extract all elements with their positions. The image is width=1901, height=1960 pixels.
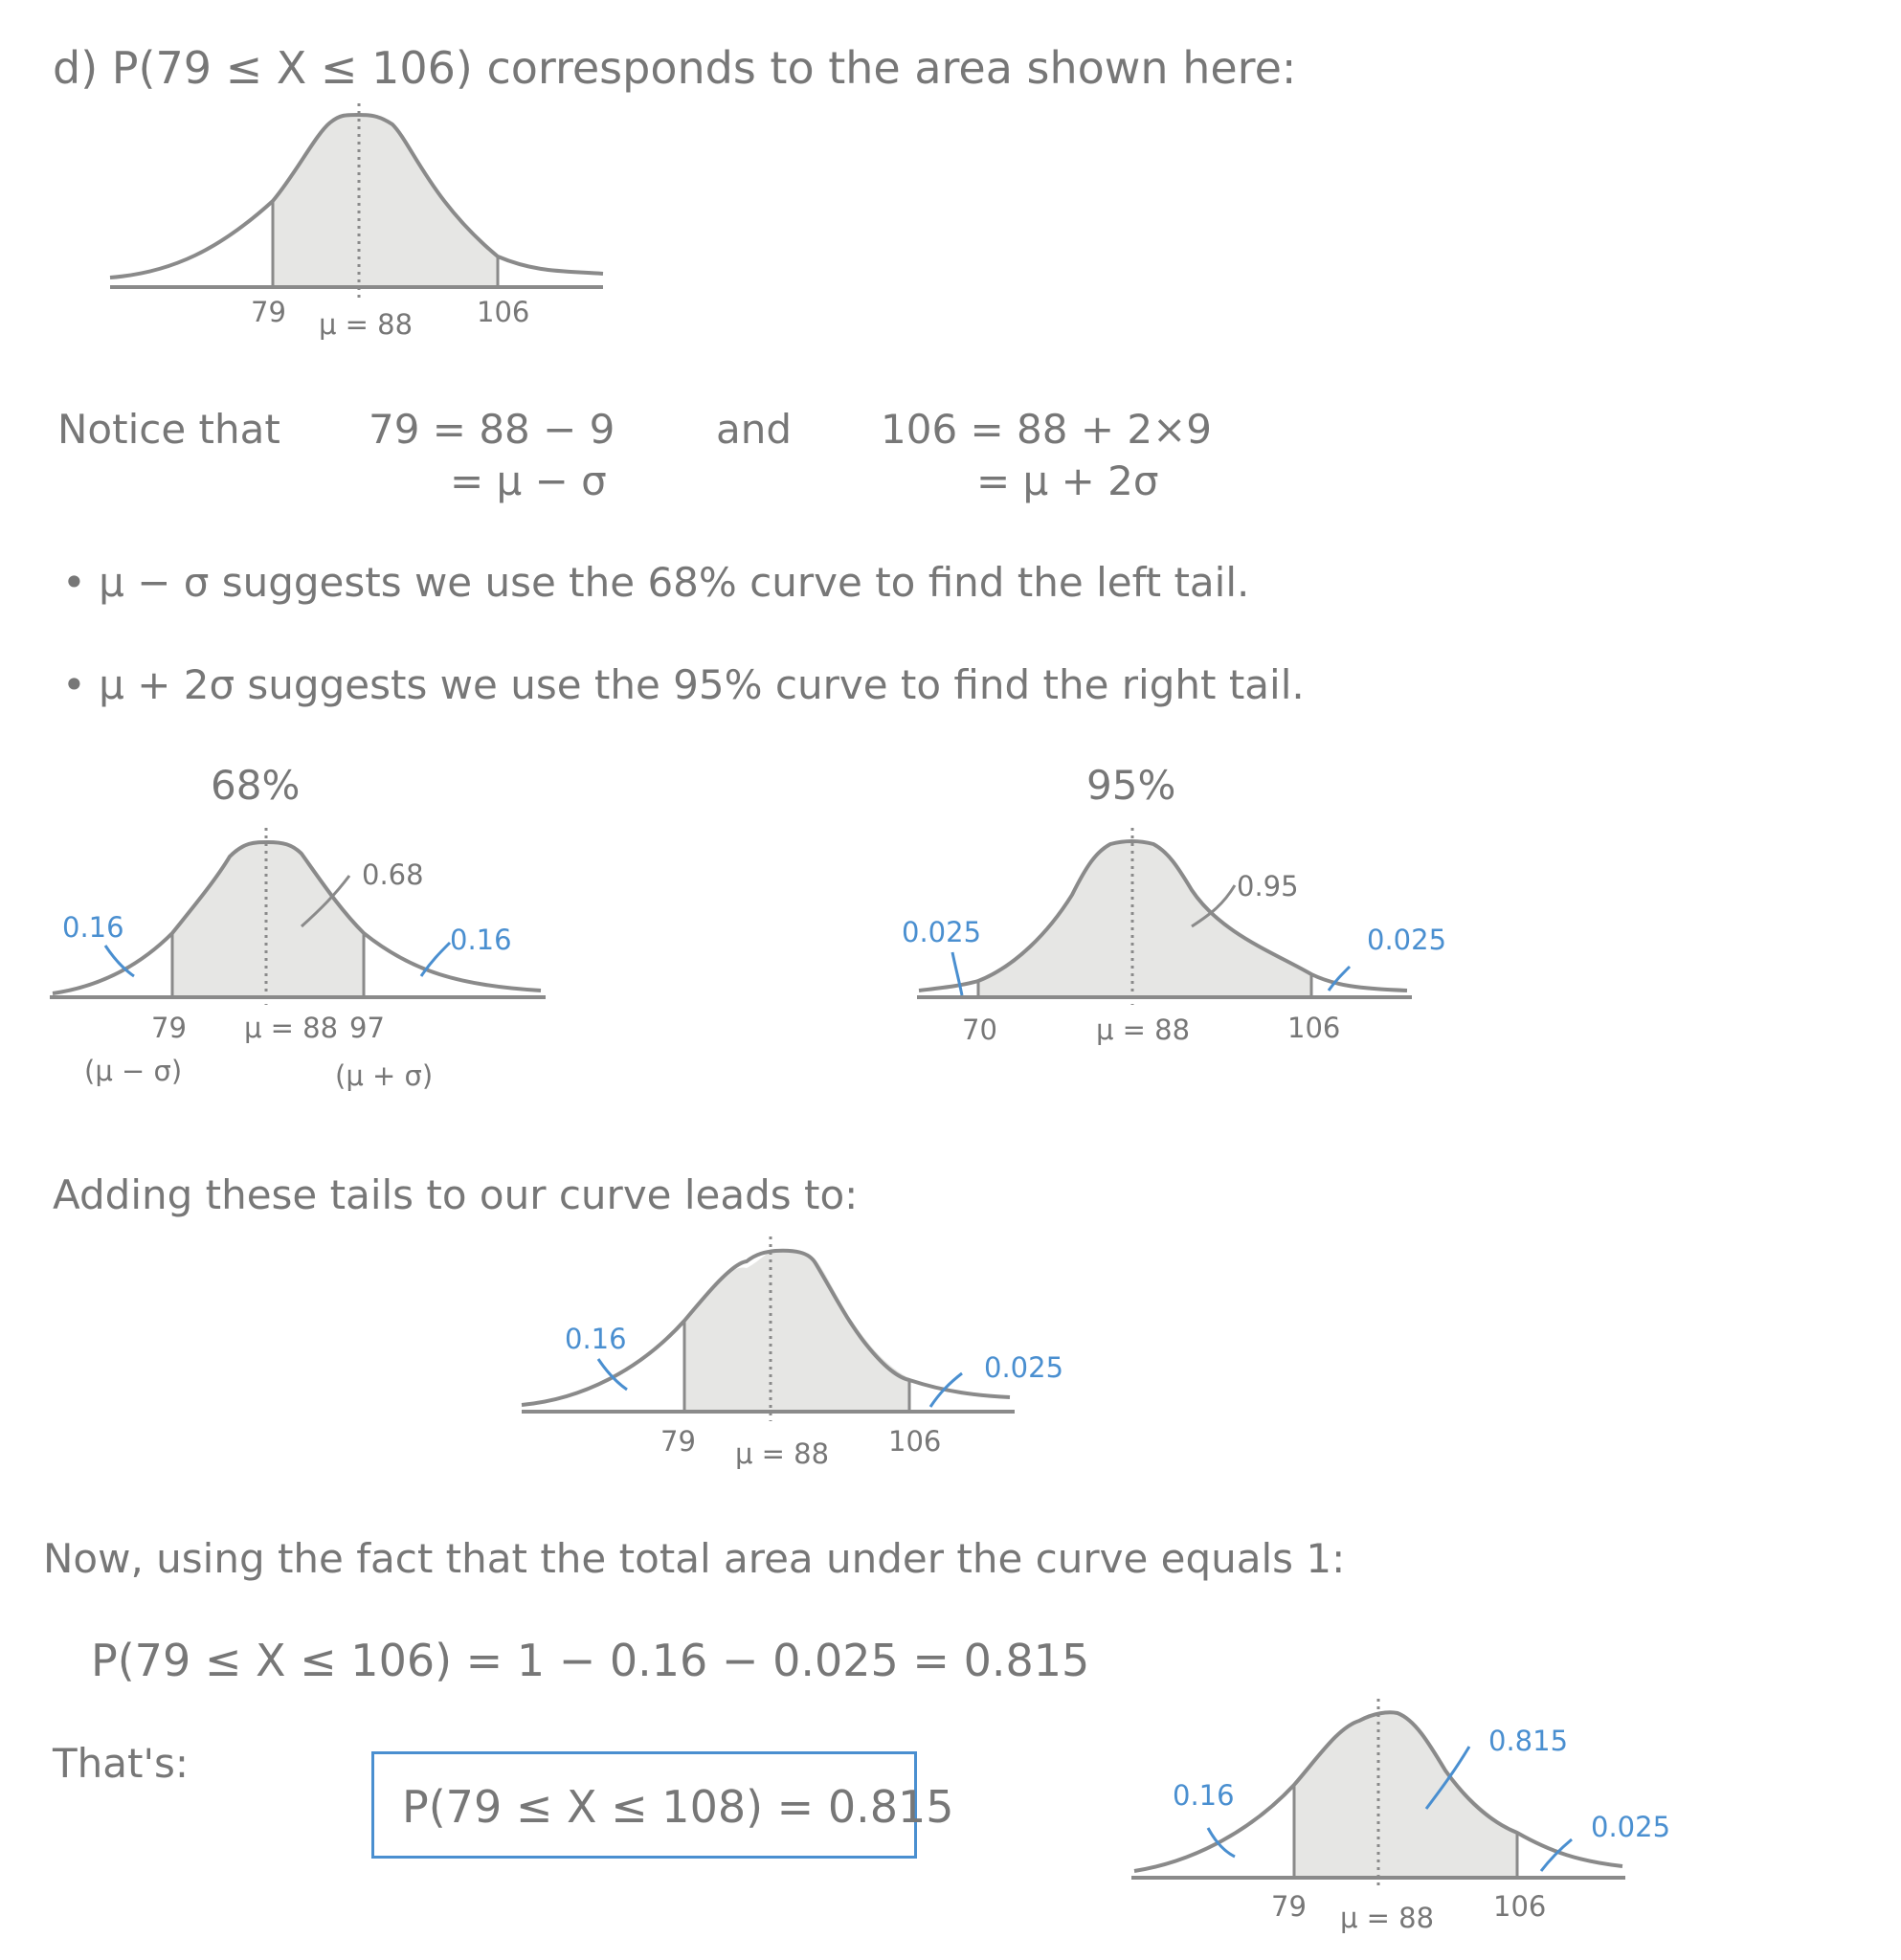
bullet-1: • μ − σ suggests we use the 68% curve to find the left tail. [62,559,1250,606]
curve95-title: 95% [1086,762,1176,809]
part-d-statement: d) P(79 ≤ X ≤ 106) corresponds to the area shown here: [53,42,1297,94]
final-mean-label: μ = 88 [1340,1902,1435,1934]
curve95-upper-label: 106 [1287,1012,1341,1044]
curve95-lower-label: 70 [962,1013,997,1046]
combined-right-tail: 0.025 [984,1351,1064,1384]
final-shaded [1294,1712,1517,1876]
curve68-mean-label: μ = 88 [244,1012,339,1044]
thats-label: That's: [53,1740,190,1787]
combined-mean-label: μ = 88 [735,1437,830,1470]
final-left-tail: 0.16 [1173,1779,1235,1812]
curve68-right-tail: 0.16 [450,924,512,956]
curve68-left-tail: 0.16 [62,911,124,944]
notice-eq2-line2: = μ + 2σ [976,457,1159,504]
curve95-left-tail: 0.025 [902,916,982,948]
curve95-mean-label: μ = 88 [1096,1013,1191,1046]
notice-lead: Notice that [57,406,280,453]
final-upper-label: 106 [1493,1890,1547,1923]
final-right-tail: 0.025 [1591,1811,1671,1843]
notice-conj: and [716,406,793,453]
adding-text: Adding these tails to our curve leads to: [53,1171,859,1218]
curve68-lower-label: 79 [151,1012,187,1044]
curve1-lower-label: 79 [251,296,286,328]
combined-left-tail: 0.16 [565,1323,627,1355]
combined-upper-label: 106 [888,1425,942,1458]
curve95-right-tail: 0.025 [1367,924,1447,956]
curve68-title: 68% [211,762,301,809]
curve68-upper-label: 97 [349,1012,385,1044]
curve1-mean-label: μ = 88 [319,308,414,341]
conclusion-text: Now, using the fact that the total area under the curve equals 1: [43,1535,1346,1582]
bullet-2: • μ + 2σ suggests we use the 95% curve to find the right tail. [62,661,1305,708]
curve1-upper-label: 106 [477,296,530,328]
curve68-center-label: 0.68 [362,858,424,891]
notice-eq1-line1: 79 = 88 − 9 [369,406,615,453]
final-center-label: 0.815 [1488,1725,1569,1757]
conclusion-equation: P(79 ≤ X ≤ 106) = 1 − 0.16 − 0.025 = 0.815 [91,1635,1090,1686]
curve68-upper-note: (μ + σ) [335,1059,434,1092]
answer-text: P(79 ≤ X ≤ 108) = 0.815 [402,1781,954,1833]
notice-eq2-line1: 106 = 88 + 2×9 [881,406,1213,453]
final-lower-label: 79 [1271,1890,1307,1923]
curve95-center-label: 0.95 [1237,870,1299,902]
combined-lower-label: 79 [660,1425,696,1458]
notice-eq1-line2: = μ − σ [450,457,607,504]
curve68-lower-note: (μ − σ) [84,1055,183,1087]
